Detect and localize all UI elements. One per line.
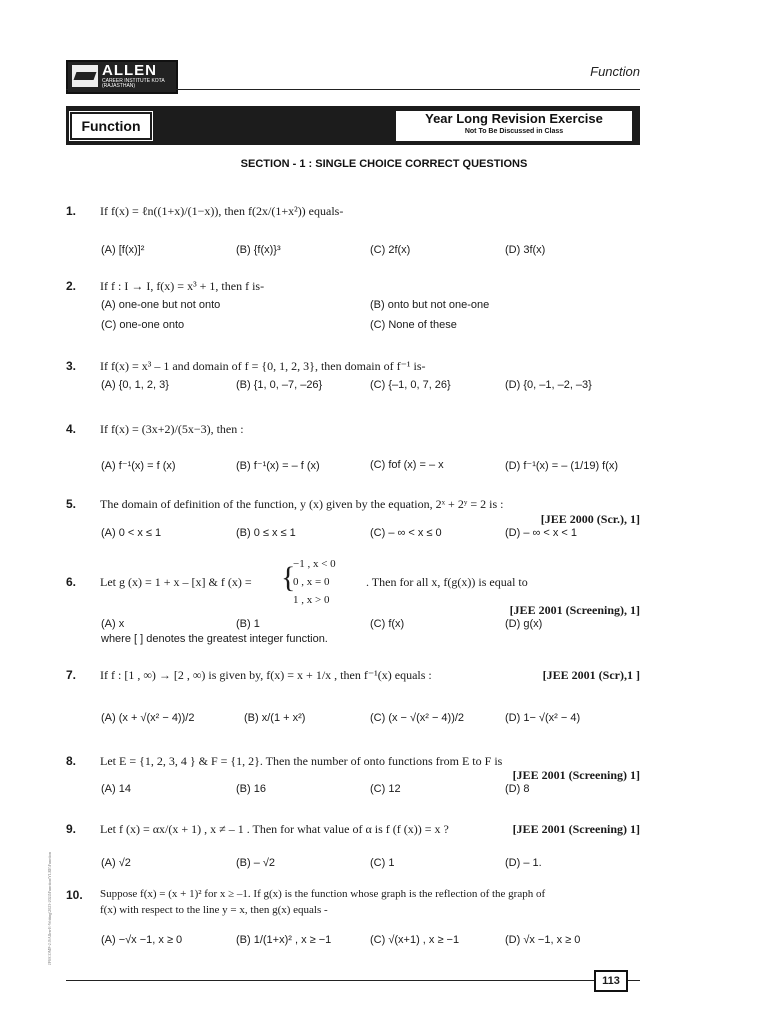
jee-reference: [JEE 2001 (Scr),1 ]	[542, 668, 640, 682]
option-a: (A) (x + √(x² − 4))/2	[101, 712, 195, 724]
option-c: (C) fof (x) = – x	[370, 459, 444, 471]
option-c: (C) (x − √(x² − 4))/2	[370, 712, 465, 724]
option-c: (C) one-one onto	[101, 319, 185, 331]
option-b: (B) {1, 0, –7, –26}	[236, 379, 323, 391]
option-c: (C) 2f(x)	[370, 244, 411, 256]
option-c: (C) 12	[370, 783, 401, 795]
option-b: (B) 1/(1+x)² , x ≥ −1	[236, 934, 332, 946]
option-b: (B) 0 ≤ x ≤ 1	[236, 527, 296, 539]
option-a: (A) 0 < x ≤ 1	[101, 527, 162, 539]
option-b: (B) 1	[236, 618, 260, 630]
question-stem: Let g (x) = 1 + x – [x] & f (x) =	[100, 575, 252, 589]
question-stem-continued: . Then for all x, f(g(x)) is equal to	[366, 575, 528, 589]
page-number: 113	[594, 970, 628, 992]
option-d: (D) – ∞ < x < 1	[505, 527, 578, 539]
option-d: (D) {0, –1, –2, –3}	[505, 379, 592, 391]
option-d: (D) – 1.	[505, 857, 542, 869]
piecewise-brace: {	[281, 561, 296, 594]
question-stem: If f(x) = ℓn((1+x)/(1−x)), then f(2x/(1+x²)) equals-	[100, 204, 344, 218]
option-d: (D) 3f(x)	[505, 244, 546, 256]
option-d: (D) g(x)	[505, 618, 543, 630]
option-a: (A) one-one but not onto	[101, 299, 221, 311]
jee-reference: [JEE 2001 (Screening) 1]	[512, 822, 640, 836]
option-b: (B) onto but not one-one	[370, 299, 490, 311]
jee-reference: [JEE 2001 (Screening), 1]	[509, 603, 640, 617]
question-stem: If f : I → I, f(x) = x³ + 1, then f is-	[100, 279, 265, 293]
option-a: (A) √2	[101, 857, 131, 869]
option-c: (C) 1	[370, 857, 395, 869]
option-b: (B) {f(x)}³	[236, 244, 281, 256]
question-stem: If f(x) = (3x+2)/(5x−3), then :	[100, 422, 244, 436]
option-d: (D) 1− √(x² − 4)	[505, 712, 581, 724]
option-a: (A) [f(x)]²	[101, 244, 145, 256]
topic-header: Function	[590, 64, 640, 79]
logo-subtext: CAREER INSTITUTE KOTA (RAJASTHAN)	[102, 78, 165, 89]
question-number: 1.	[66, 204, 77, 218]
option-d: (D) f⁻¹(x) = – (1/19) f(x)	[505, 460, 619, 472]
question-number: 7.	[66, 668, 77, 682]
option-c: (C) f(x)	[370, 618, 405, 630]
piecewise-case: 1 , x > 0	[293, 594, 330, 606]
piecewise-case: 0 , x = 0	[293, 576, 330, 588]
question-number: 2.	[66, 279, 77, 293]
exercise-title: Year Long Revision Exercise	[425, 111, 603, 126]
question-note: where [ ] denotes the greatest integer function.	[101, 633, 328, 645]
option-c: (C) {–1, 0, 7, 26}	[370, 379, 451, 391]
question-number: 9.	[66, 822, 77, 836]
option-b: (B) x/(1 + x²)	[244, 712, 306, 724]
option-b: (B) 16	[236, 783, 266, 795]
chapter-label: Function	[70, 112, 152, 140]
question-stem: If f(x) = x³ – 1 and domain of f = {0, 1, 2, 3}, then domain of f⁻¹ is-	[100, 359, 426, 373]
option-a: (A) f⁻¹(x) = f (x)	[101, 460, 176, 472]
option-d: (D) √x −1, x ≥ 0	[505, 934, 581, 946]
option-a: (A) {0, 1, 2, 3}	[101, 379, 169, 391]
jee-reference: [JEE 2001 (Screening) 1]	[512, 768, 640, 782]
option-b: (B) f⁻¹(x) = – f (x)	[236, 460, 320, 472]
option-d: (D) 8	[505, 783, 530, 795]
question-number: 10.	[66, 888, 83, 902]
question-stem: Let E = {1, 2, 3, 4 } & F = {1, 2}. Then the number of onto functions from E to F is	[100, 754, 503, 768]
footer-rule	[66, 980, 640, 981]
exercise-title-box	[396, 111, 632, 141]
option-a: (A) x	[101, 618, 125, 630]
logo-emblem-icon	[72, 65, 98, 87]
question-stem-line-2: f(x) with respect to the line y = x, then g(x) equals -	[100, 904, 328, 916]
option-b: (B) – √2	[236, 857, 276, 869]
option-c: (C) √(x+1) , x ≥ −1	[370, 934, 460, 946]
header-rule	[66, 89, 640, 90]
question-stem: Suppose f(x) = (x + 1)² for x ≥ –1. If g(x) is the function whose graph is the reflection of the graph of	[100, 888, 546, 900]
option-a: (A) −√x −1, x ≥ 0	[101, 934, 183, 946]
exercise-subtitle: Not To Be Discussed in Class	[464, 128, 564, 135]
question-number: 6.	[66, 575, 77, 589]
question-number: 4.	[66, 422, 77, 436]
side-file-path: JPS\COMP-2.0\Allen-E-Writing\2023-2024\Function\YLRE\Function	[47, 852, 52, 965]
option-d: (C) None of these	[370, 319, 457, 331]
question-number: 8.	[66, 754, 77, 768]
title-banner	[66, 106, 640, 145]
option-a: (A) 14	[101, 783, 131, 795]
question-number: 5.	[66, 497, 77, 511]
logo-text: ALLEN	[102, 62, 157, 79]
question-number: 3.	[66, 359, 77, 373]
question-stem: If f : [1 , ∞) → [2 , ∞) is given by, f(x) = x + 1/x , then f⁻¹(x) equals :	[100, 668, 432, 682]
question-stem: Let f (x) = αx/(x + 1) , x ≠ – 1 . Then for what value of α is f (f (x)) = x ?	[100, 822, 449, 836]
option-c: (C) – ∞ < x ≤ 0	[370, 527, 442, 539]
question-stem: The domain of definition of the function, y (x) given by the equation, 2ˣ + 2ʸ = 2 is :	[100, 497, 504, 511]
section-title: SECTION - 1 : SINGLE CHOICE CORRECT QUESTIONS	[240, 158, 528, 170]
piecewise-case: −1 , x < 0	[293, 558, 336, 570]
jee-reference: [JEE 2000 (Scr.), 1]	[540, 512, 640, 526]
